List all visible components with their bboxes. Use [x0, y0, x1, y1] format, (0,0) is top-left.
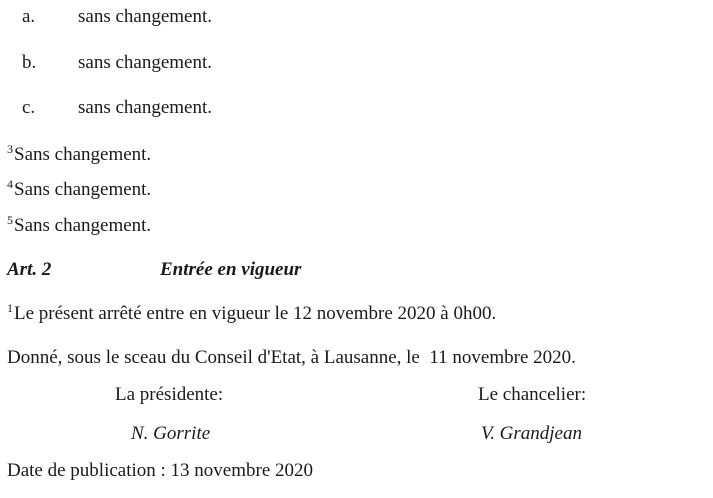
- right-signatory-role: Le chancelier:: [478, 384, 587, 405]
- paragraph-number: 5: [7, 213, 13, 227]
- left-signatory-role: La présidente:: [115, 384, 224, 405]
- paragraph-text: Sans changement.: [14, 215, 152, 236]
- list-item-text: sans changement.: [78, 52, 213, 73]
- paragraph-number: 1: [7, 301, 13, 315]
- paragraph-text: Sans changement.: [14, 179, 152, 200]
- paragraph-4: [7, 177, 152, 200]
- article-label: Art. 2: [7, 259, 52, 280]
- article-paragraph: [7, 301, 497, 324]
- right-signatory-name: V. Grandjean: [481, 423, 582, 444]
- article-title: Entrée en vigueur: [160, 259, 302, 280]
- given-statement: Donné, sous le sceau du Conseil d'Etat, à Lausanne, le 11 novembre 2020.: [7, 347, 576, 368]
- paragraph-text: Le présent arrêté entre en vigueur le 12 novembre 2020 à 0h00.: [14, 303, 497, 324]
- publication-date: Date de publication : 13 novembre 2020: [7, 460, 314, 481]
- paragraph-text: Sans changement.: [14, 144, 152, 165]
- paragraph-number: 3: [7, 142, 13, 156]
- list-marker: c.: [22, 97, 36, 118]
- list-marker: a.: [22, 6, 36, 27]
- paragraph-5: [7, 213, 152, 236]
- paragraph-3: [7, 142, 152, 165]
- list-marker: b.: [22, 52, 37, 73]
- paragraph-number: 4: [7, 177, 13, 191]
- list-item-text: sans changement.: [78, 97, 213, 118]
- list-item-text: sans changement.: [78, 6, 213, 27]
- left-signatory-name: N. Gorrite: [131, 423, 211, 444]
